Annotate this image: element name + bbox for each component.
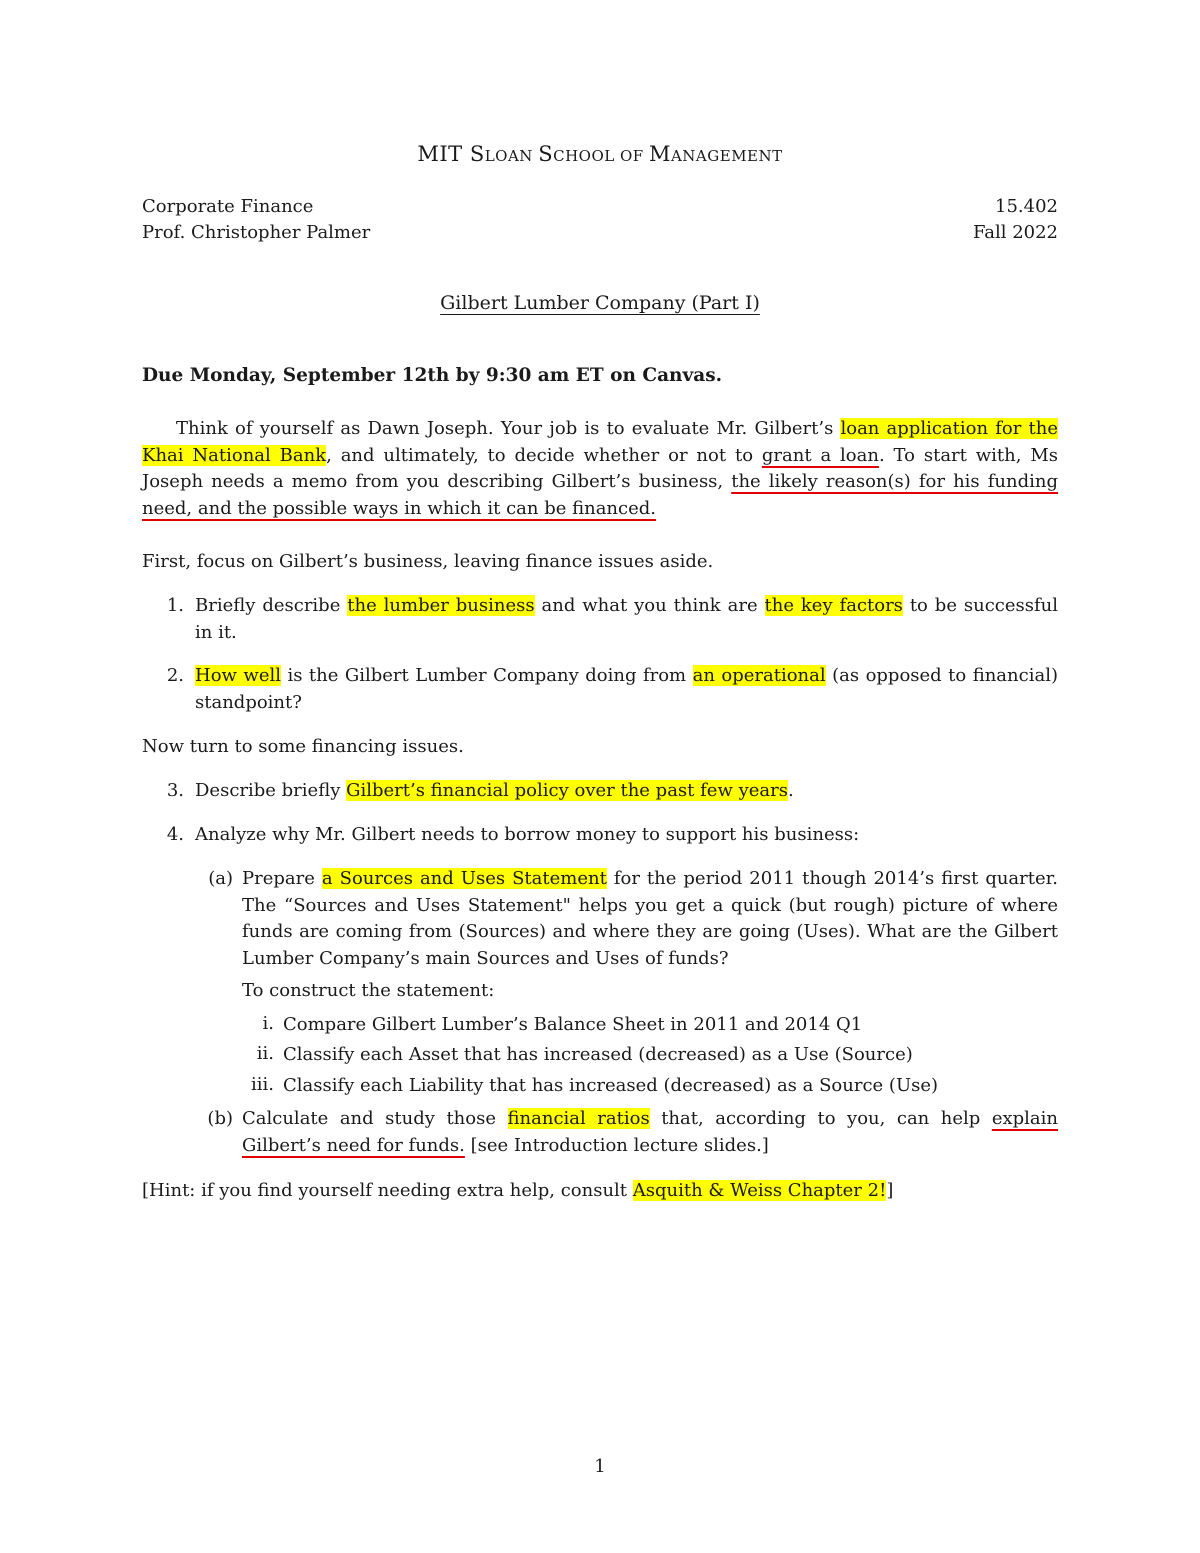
step-label: ii. bbox=[256, 1043, 274, 1064]
underline: the likely reason(s) for his funding need, and the possible ways in which it can be financed. bbox=[142, 471, 1058, 519]
underline: explain Gilbert’s need for funds. bbox=[242, 1108, 1058, 1156]
step-label: i. bbox=[262, 1013, 274, 1034]
list-number: 2. bbox=[166, 665, 184, 686]
step-item: Classify each Liability that has increased (decreased) as a Source (Use) bbox=[283, 1075, 939, 1096]
sub-item-label: (b) bbox=[207, 1108, 233, 1129]
highlight: Gilbert’s financial policy over the past few years bbox=[346, 780, 788, 801]
highlight: financial ratios bbox=[507, 1108, 650, 1129]
professor: Prof. Christopher Palmer bbox=[142, 222, 371, 243]
question-4b: Calculate and study those financial ratios that, according to you, can help explain Gilbert’s need for funds. [see Introduction lecture slides.] bbox=[242, 1108, 1058, 1156]
list-number: 1. bbox=[166, 595, 184, 616]
step-item: Compare Gilbert Lumber’s Balance Sheet in 2011 and 2014 Q1 bbox=[283, 1014, 863, 1035]
highlight: the key factors bbox=[764, 595, 903, 616]
highlight: Asquith & Weiss Chapter 2! bbox=[632, 1180, 887, 1201]
step-label: iii. bbox=[251, 1074, 274, 1095]
course-number: 15.402 bbox=[995, 196, 1058, 217]
hint: [Hint: if you find yourself needing extra help, consult Asquith & Weiss Chapter 2!] bbox=[142, 1180, 894, 1201]
document-title: Gilbert Lumber Company (Part I) bbox=[440, 292, 760, 314]
course-name: Corporate Finance bbox=[142, 196, 314, 217]
question-4: Analyze why Mr. Gilbert needs to borrow money to support his business: bbox=[195, 824, 860, 845]
page-number: 1 bbox=[594, 1456, 606, 1477]
list-number: 4. bbox=[166, 824, 184, 845]
highlight: How well bbox=[195, 665, 281, 686]
highlight: loan application for the Khai National Bank bbox=[142, 418, 1058, 466]
highlight: an operational bbox=[692, 665, 826, 686]
section2-intro: Now turn to some financing issues. bbox=[142, 736, 464, 757]
list-number: 3. bbox=[166, 780, 184, 801]
term: Fall 2022 bbox=[972, 222, 1058, 243]
highlight: the lumber business bbox=[347, 595, 535, 616]
section1-intro: First, focus on Gilbert’s business, leaving finance issues aside. bbox=[142, 551, 714, 572]
underline: grant a loan bbox=[761, 444, 879, 466]
highlight: a Sources and Uses Statement bbox=[321, 868, 607, 889]
construct-intro: To construct the statement: bbox=[242, 980, 495, 1001]
due-date: Due Monday, September 12th by 9:30 am ET on Canvas. bbox=[142, 365, 723, 386]
question-3: Describe briefly Gilbert’s financial policy over the past few years. bbox=[195, 780, 794, 801]
institution-title: MIT SLOAN SCHOOL OF MANAGEMENT bbox=[417, 142, 783, 166]
step-item: Classify each Asset that has increased (decreased) as a Use (Source) bbox=[283, 1044, 913, 1065]
sub-item-label: (a) bbox=[208, 868, 233, 889]
question-2: How well is the Gilbert Lumber Company doing from an operational (as opposed to financial) standpoint? bbox=[195, 665, 1058, 713]
question-1: Briefly describe the lumber business and what you think are the key factors to be successful in it. bbox=[195, 595, 1059, 643]
question-4a: Prepare a Sources and Uses Statement for the period 2011 though 2014’s first quarter. The “Sources and Uses Statement" helps you get a quick (but rough) picture of where funds are coming from (Sources) and where they are going (Uses). What are the Gilbert Lumber Company’s main Sources and Uses of funds? bbox=[242, 868, 1059, 969]
intro-paragraph: Think of yourself as Dawn Joseph. Your job is to evaluate Mr. Gilbert’s loan application for the Khai National Bank, and ultimately, to decide whether or not to grant a loan. To start with, Ms Joseph needs a memo from you describing Gilbert’s business, the likely reason(s) for his funding need, and the possible ways in which it can be financed. bbox=[142, 418, 1058, 519]
